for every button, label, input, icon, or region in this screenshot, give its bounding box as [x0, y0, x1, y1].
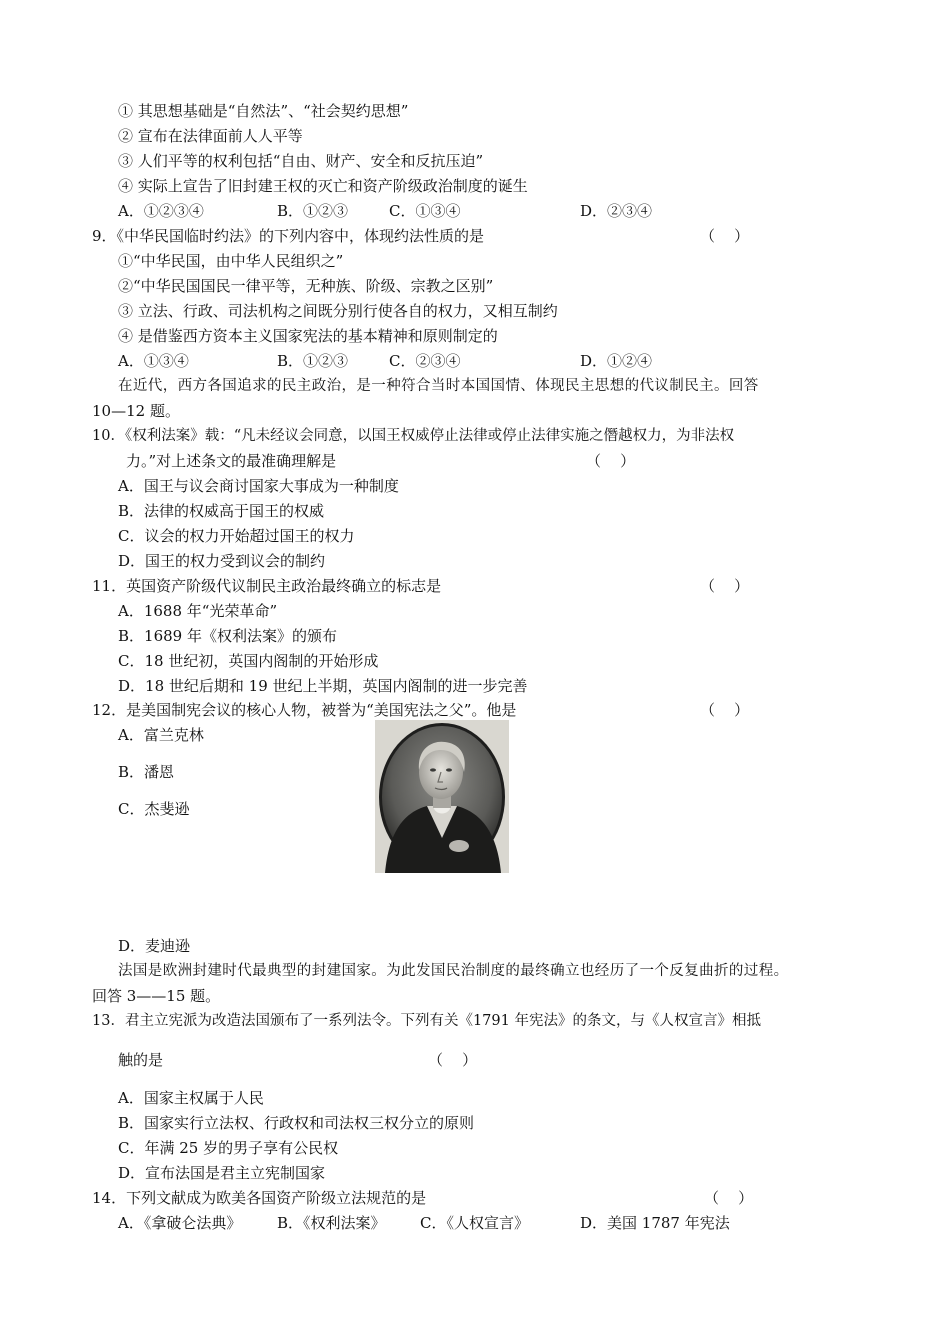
q10-stem-line1: 10．《权利法案》载：“凡未经议会同意，以国王权威停止法律或停止法律实施之僭越权力，为非法权: [92, 428, 735, 444]
q9-stem: 9．《中华民国临时约法》的下列内容中，体现约法性质的是: [92, 227, 485, 245]
intro-10-12-line1: 在近代，西方各国追求的民主政治，是一种符合当时本国国情、体现民主思想的代议制民主。回答: [118, 378, 759, 394]
q10-option-b: B．法律的权威高于国王的权威: [118, 502, 325, 520]
q14-stem: 14．下列文献成为欧美各国资产阶级立法规范的是: [92, 1189, 427, 1207]
q9-item-2: ②“中华民国国民一律平等，无种族、阶级、宗教之区别”: [118, 277, 494, 295]
q8-item-4: ④ 实际上宣告了旧封建王权的灭亡和资产阶级政治制度的诞生: [118, 177, 528, 195]
intro-13-15-line2: 回答 3——15 题。: [92, 987, 221, 1005]
q8-option-c: C．①③④: [389, 202, 461, 220]
q8-option-b: B．①②③: [277, 202, 349, 220]
q12-option-a: A．富兰克林: [118, 726, 204, 744]
q12-answer-bracket: （ ）: [700, 701, 750, 719]
madison-portrait-image: [375, 720, 509, 873]
q13-answer-bracket: （ ）: [428, 1051, 478, 1069]
q11-answer-bracket: （ ）: [700, 577, 750, 595]
q13-option-d: D．宣布法国是君主立宪制国家: [118, 1164, 326, 1182]
q8-option-d: D．②③④: [580, 202, 653, 220]
intro-13-15-line1: 法国是欧洲封建时代最典型的封建国家。为此发国民治制度的最终确立也经历了一个反复曲折的过程。: [118, 963, 789, 979]
q10-stem-line2: 力。”对上述条文的最准确理解是: [126, 452, 337, 470]
q14-option-d: D．美国 1787 年宪法: [580, 1214, 730, 1232]
q12-stem: 12．是美国制宪会议的核心人物，被誉为“美国宪法之父”。他是: [92, 701, 517, 719]
q10-option-c: C．议会的权力开始超过国王的权力: [118, 527, 355, 545]
q13-stem-line1: 13．君主立宪派为改造法国颁布了一系列法令。下列有关《1791 年宪法》的条文，与《人权宣言》相抵: [92, 1013, 761, 1029]
q8-item-3: ③ 人们平等的权利包括“自由、财产、安全和反抗压迫”: [118, 152, 484, 170]
q14-option-a: A．《拿破仑法典》: [118, 1214, 242, 1232]
q12-option-c: C．杰斐逊: [118, 800, 190, 818]
q14-answer-bracket: （ ）: [704, 1189, 754, 1207]
q11-option-d: D．18 世纪后期和 19 世纪上半期，英国内阁制的进一步完善: [118, 677, 528, 695]
q9-answer-bracket: （ ）: [700, 227, 750, 245]
q9-option-a: A．①③④: [118, 352, 189, 370]
q13-option-b: B．国家实行立法权、行政权和司法权三权分立的原则: [118, 1114, 475, 1132]
q9-option-b: B．①②③: [277, 352, 349, 370]
q13-option-a: A．国家主权属于人民: [118, 1089, 264, 1107]
q10-option-d: D．国王的权力受到议会的制约: [118, 552, 326, 570]
q12-option-b: B．潘恩: [118, 763, 175, 781]
q12-option-d: D．麦迪逊: [118, 937, 191, 955]
q11-option-b: B．1689 年《权利法案》的颁布: [118, 627, 337, 645]
q9-item-4: ④ 是借鉴西方资本主义国家宪法的基本精神和原则制定的: [118, 327, 498, 345]
q14-option-b: B．《权利法案》: [277, 1214, 386, 1232]
q10-option-a: A．国王与议会商讨国家大事成为一种制度: [118, 477, 399, 495]
q9-option-c: C．②③④: [389, 352, 461, 370]
q11-stem: 11．英国资产阶级代议制民主政治最终确立的标志是: [92, 577, 442, 595]
q13-option-c: C．年满 25 岁的男子享有公民权: [118, 1139, 339, 1157]
q9-item-3: ③ 立法、行政、司法机构之间既分别行使各自的权力，又相互制约: [118, 302, 558, 320]
q14-option-c: C．《人权宣言》: [420, 1214, 529, 1232]
q8-item-1: ① 其思想基础是“自然法”、“社会契约思想”: [118, 102, 409, 120]
q13-stem-line2: 触的是: [118, 1051, 164, 1069]
q11-option-c: C．18 世纪初，英国内阁制的开始形成: [118, 652, 379, 670]
q10-answer-bracket: （ ）: [586, 452, 636, 470]
q9-option-d: D．①②④: [580, 352, 653, 370]
q8-option-a: A．①②③④: [118, 202, 204, 220]
intro-10-12-line2: 10—12 题。: [92, 402, 180, 420]
q9-item-1: ①“中华民国，由中华人民组织之”: [118, 252, 344, 270]
q8-item-2: ② 宣布在法律面前人人平等: [118, 127, 303, 145]
q11-option-a: A．1688 年“光荣革命”: [118, 602, 278, 620]
